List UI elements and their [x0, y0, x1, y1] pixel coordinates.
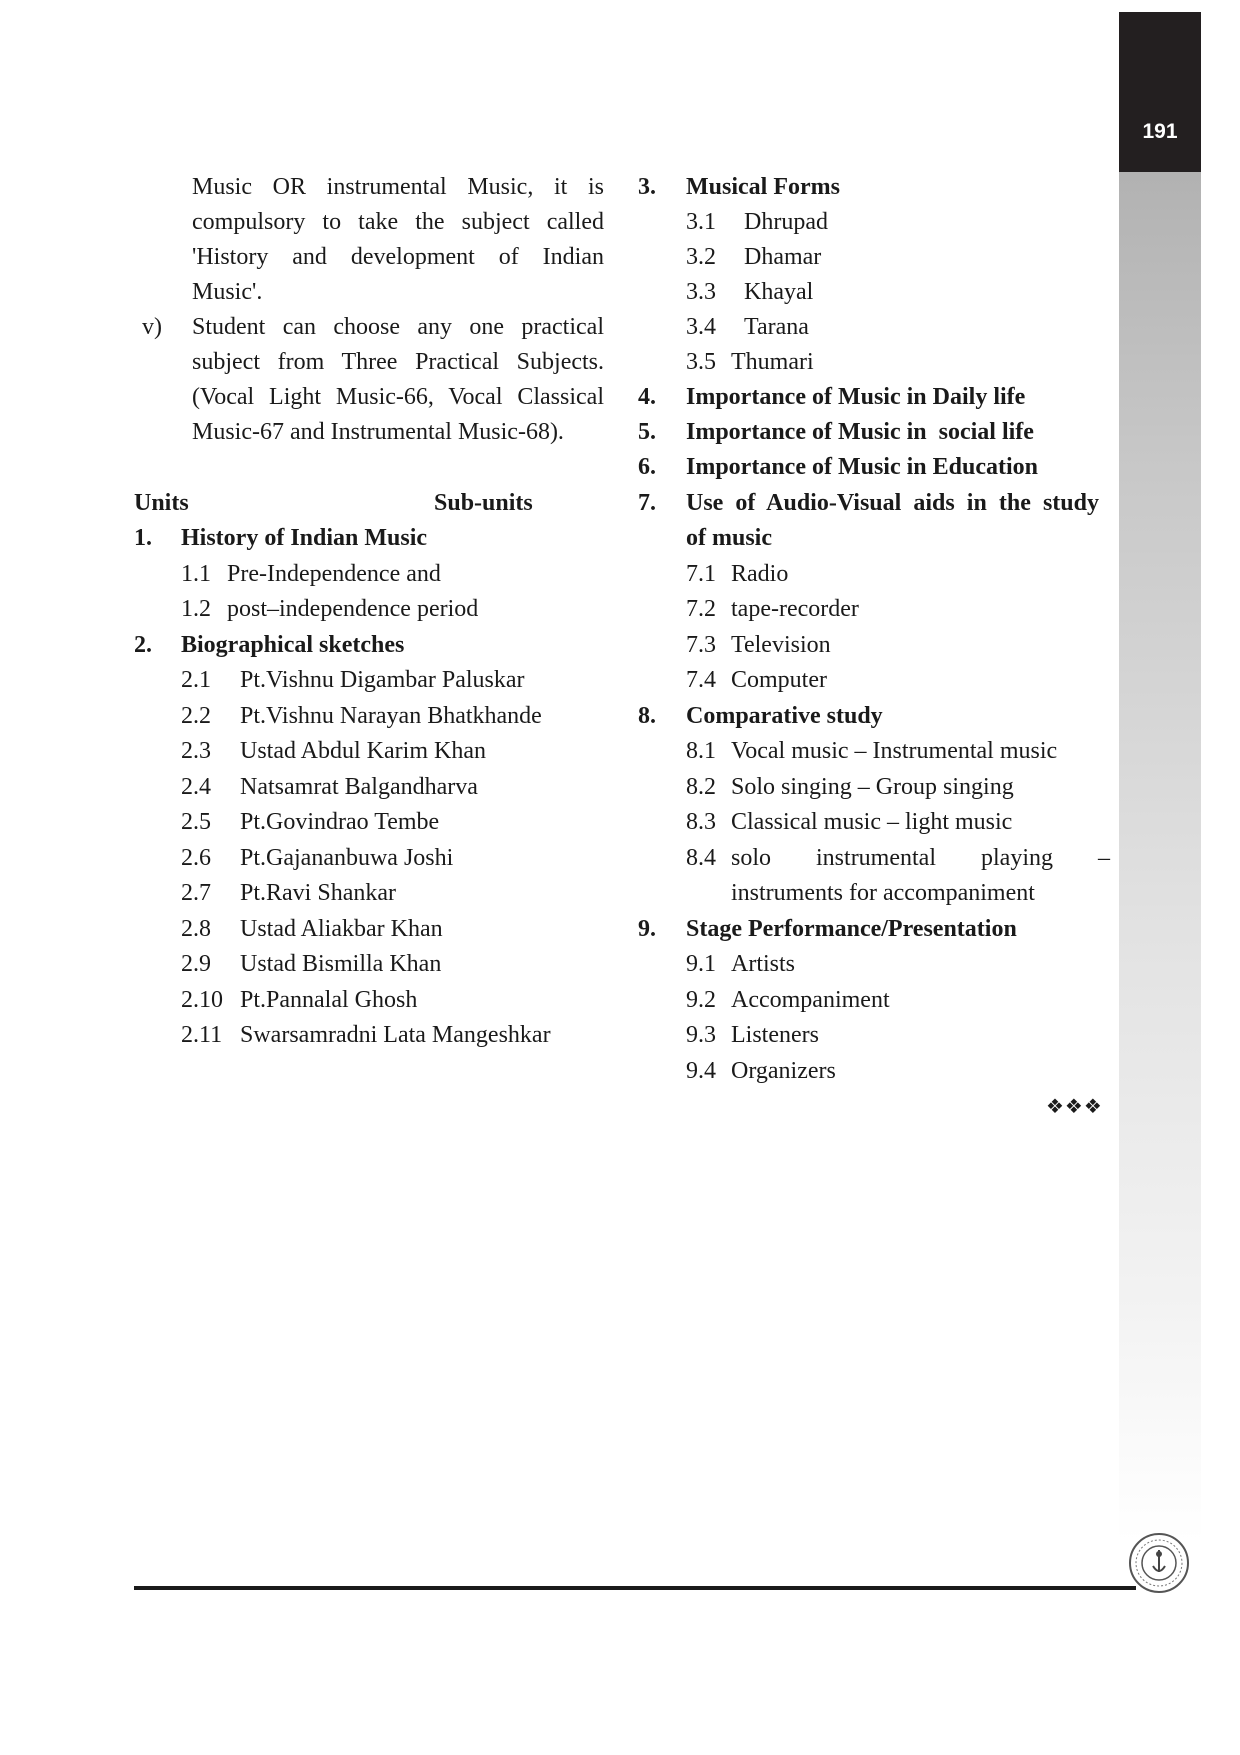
page-side-band [1119, 12, 1201, 1542]
subunit-text: Solo singing – Group singing [731, 774, 1014, 800]
subunit-text: Khayal [744, 279, 814, 305]
unit-number: 4. [638, 384, 656, 410]
subunit-text: Pt.Gajananbuwa Joshi [240, 845, 454, 871]
subunit-number: 2.10 [181, 987, 223, 1013]
subunit-number: 7.4 [686, 667, 716, 693]
page-number-tab [1119, 12, 1201, 172]
subunit-number: 2.2 [181, 703, 211, 729]
unit-title-continued: of music [686, 525, 772, 551]
subunit-text: solo instrumental playing – [731, 845, 1110, 871]
subunit-number: 1.2 [181, 596, 211, 622]
unit-number: 3. [638, 174, 656, 200]
unit-number: 6. [638, 454, 656, 480]
intro-line: 'History and development of Indian [192, 244, 604, 270]
unit-number: 5. [638, 419, 656, 445]
subunit-number: 2.6 [181, 845, 211, 871]
unit-title: Biographical sketches [181, 632, 405, 658]
subunit-number: 2.8 [181, 916, 211, 942]
subunit-text: post–independence period [227, 596, 479, 622]
subunit-number: 2.9 [181, 951, 211, 977]
subunit-text: Thumari [731, 349, 814, 375]
subunit-text: Listeners [731, 1022, 819, 1048]
intro-line: Music OR instrumental Music, it is [192, 174, 604, 200]
intro-line: Music'. [192, 279, 263, 305]
page-number: 191 [1142, 120, 1178, 143]
units-header: Units [134, 490, 189, 516]
subunit-number: 2.1 [181, 667, 211, 693]
subunit-text: Ustad Abdul Karim Khan [240, 738, 486, 764]
unit-number: 7. [638, 490, 656, 516]
subunit-number: 7.2 [686, 596, 716, 622]
subunit-text: Organizers [731, 1058, 836, 1084]
subunit-text: Pt.Ravi Shankar [240, 880, 396, 906]
subunit-number: 2.5 [181, 809, 211, 835]
list-marker: v) [142, 314, 162, 340]
subunit-number: 3.5 [686, 349, 716, 375]
unit-title: Importance of Music in Education [686, 454, 1039, 480]
subunit-number: 8.1 [686, 738, 716, 764]
subunit-text: Ustad Bismilla Khan [240, 951, 442, 977]
subunit-text: Computer [731, 667, 827, 693]
subunit-number: 2.4 [181, 774, 211, 800]
unit-title: Comparative study [686, 703, 883, 729]
subunit-text: tape-recorder [731, 596, 859, 622]
subunit-text: Radio [731, 561, 789, 587]
subunit-text: Pt.Govindrao Tembe [240, 809, 440, 835]
item-v-line: Music-67 and Instrumental Music-68). [192, 419, 564, 445]
subunit-number: 8.3 [686, 809, 716, 835]
end-ornament-icon: ❖❖❖ [1046, 1094, 1103, 1118]
subunit-text: Pt.Vishnu Digambar Paluskar [240, 667, 525, 693]
unit-title: Stage Performance/Presentation [686, 916, 1017, 942]
subunit-text-continued: instruments for accompaniment [731, 880, 1035, 906]
subunit-text: Swarsamradni Lata Mangeshkar [240, 1022, 551, 1048]
subunit-number: 9.1 [686, 951, 716, 977]
subunit-text: Pt.Pannalal Ghosh [240, 987, 418, 1013]
subunit-number: 8.2 [686, 774, 716, 800]
unit-title: History of Indian Music [181, 525, 428, 551]
subunits-header: Sub-units [434, 490, 533, 516]
subunit-text: Artists [731, 951, 796, 977]
subunit-text: Accompaniment [731, 987, 890, 1013]
unit-title: Importance of Music in Daily life [686, 384, 1026, 410]
item-v-line: Student can choose any one practical [192, 314, 604, 340]
emblem-seal-icon [1128, 1532, 1190, 1594]
subunit-text: Classical music – light music [731, 809, 1013, 835]
subunit-number: 9.4 [686, 1058, 716, 1084]
subunit-text: Tarana [744, 314, 809, 340]
subunit-number: 2.3 [181, 738, 211, 764]
subunit-text: Ustad Aliakbar Khan [240, 916, 443, 942]
item-v-line: subject from Three Practical Subjects. [192, 349, 604, 375]
subunit-number: 3.3 [686, 279, 716, 305]
subunit-text: Dhrupad [744, 209, 828, 235]
subunit-number: 3.1 [686, 209, 716, 235]
subunit-number: 7.3 [686, 632, 716, 658]
subunit-number: 1.1 [181, 561, 211, 587]
subunit-text: Natsamrat Balgandharva [240, 774, 478, 800]
subunit-number: 2.7 [181, 880, 211, 906]
unit-title: Importance of Music in social life [686, 419, 1034, 445]
subunit-number: 3.2 [686, 244, 716, 270]
subunit-number: 3.4 [686, 314, 716, 340]
unit-number: 9. [638, 916, 656, 942]
subunit-text: Television [731, 632, 831, 658]
unit-number: 1. [134, 525, 152, 551]
item-v-line: (Vocal Light Music-66, Vocal Classical [192, 384, 604, 410]
subunit-text: Vocal music – Instrumental music [731, 738, 1058, 764]
subunit-number: 2.11 [181, 1022, 223, 1048]
subunit-text: Pt.Vishnu Narayan Bhatkhande [240, 703, 542, 729]
subunit-number: 9.3 [686, 1022, 716, 1048]
subunit-text: Pre-Independence and [227, 561, 441, 587]
subunit-number: 7.1 [686, 561, 716, 587]
subunit-number: 8.4 [686, 845, 716, 871]
bottom-rule [134, 1586, 1136, 1590]
unit-number: 2. [134, 632, 152, 658]
subunit-number: 9.2 [686, 987, 716, 1013]
unit-number: 8. [638, 703, 656, 729]
unit-title: Use of Audio-Visual aids in the study [686, 490, 1099, 516]
intro-line: compulsory to take the subject called [192, 209, 604, 235]
unit-title: Musical Forms [686, 174, 840, 200]
subunit-text: Dhamar [744, 244, 822, 270]
